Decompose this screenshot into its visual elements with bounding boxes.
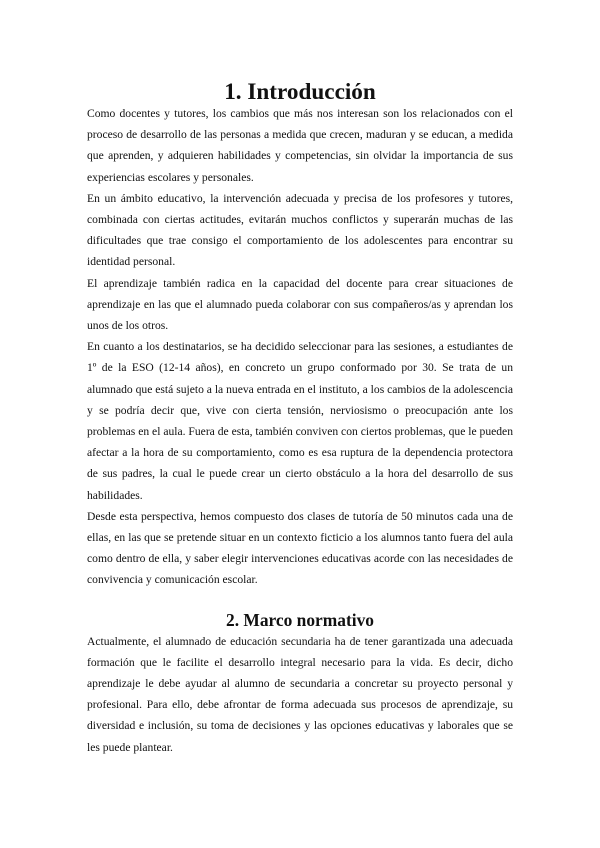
paragraph: El aprendizaje también radica en la capacidad del docente para crear situaciones de aprendizaje en las que el alumnado pueda colaborar con sus compañeros/as y aprendan los unos de los otros.: [87, 276, 513, 333]
paragraph: En un ámbito educativo, la intervención adecuada y precisa de los profesores y tutores, combinada con ciertas actitudes, evitarán muchos conflictos y superarán muchas de las dificultades que trae consigo el comportamiento de los adolescentes para encontrar su identidad personal.: [87, 191, 513, 269]
section-title-introduccion: 1. Introducción: [224, 79, 376, 105]
section-title-marco-normativo: 2. Marco normativo: [226, 609, 374, 630]
paragraph: Desde esta perspectiva, hemos compuesto dos clases de tutoría de 50 minutos cada una de ellas, en las que se pretende situar en un contexto ficticio a los alumnos tanto fuera del aula como dentro de ella, y saber elegir intervenciones educativas acorde con las necesidades de convivencia y comunicación escolar.: [87, 509, 513, 587]
paragraph: Actualmente, el alumnado de educación secundaria ha de tener garantizada una adecuada formación que le facilite el desarrollo integral necesario para la vida. Es decir, dicho aprendizaje le debe ayudar al alumno de secundaria a concretar su proyecto personal y profesional. Para ello, debe afrontar de forma adecuada sus procesos de aprendizaje, su diversidad e inclusión, su toma de decisiones y las opciones educativas y laborales que se les puede plantear.: [87, 634, 513, 754]
section-spacer: [87, 591, 513, 610]
document-page: [87, 79, 513, 758]
paragraph: En cuanto a los destinatarios, se ha decidido seleccionar para las sesiones, a estudiantes de 1º de la ESO (12-14 años), en concreto un grupo conformado por 30. Se trata de un alumnado que está sujeto a la nueva entrada en el instituto, a los cambios de la adolescencia y se podría decir que, vive con cierta tensión, nerviosismo o preocupación ante los problemas en el aula. Fuera de esta, también conviven con ciertos problemas, que le pueden afectar a la hora de su comportamiento, como es esa ruptura de la dependencia protectora de sus padres, la cual le puede crear un cierto obstáculo a la hora del desarrollo de sus habilidades.: [87, 340, 513, 502]
paragraph: Como docentes y tutores, los cambios que más nos interesan son los relacionados con el proceso de desarrollo de las personas a medida que crecen, maduran y se educan, a medida que aprenden, y adquieren habilidades y competencias, sin olvidar la importancia de sus experiencias escolares y personales.: [87, 107, 513, 184]
